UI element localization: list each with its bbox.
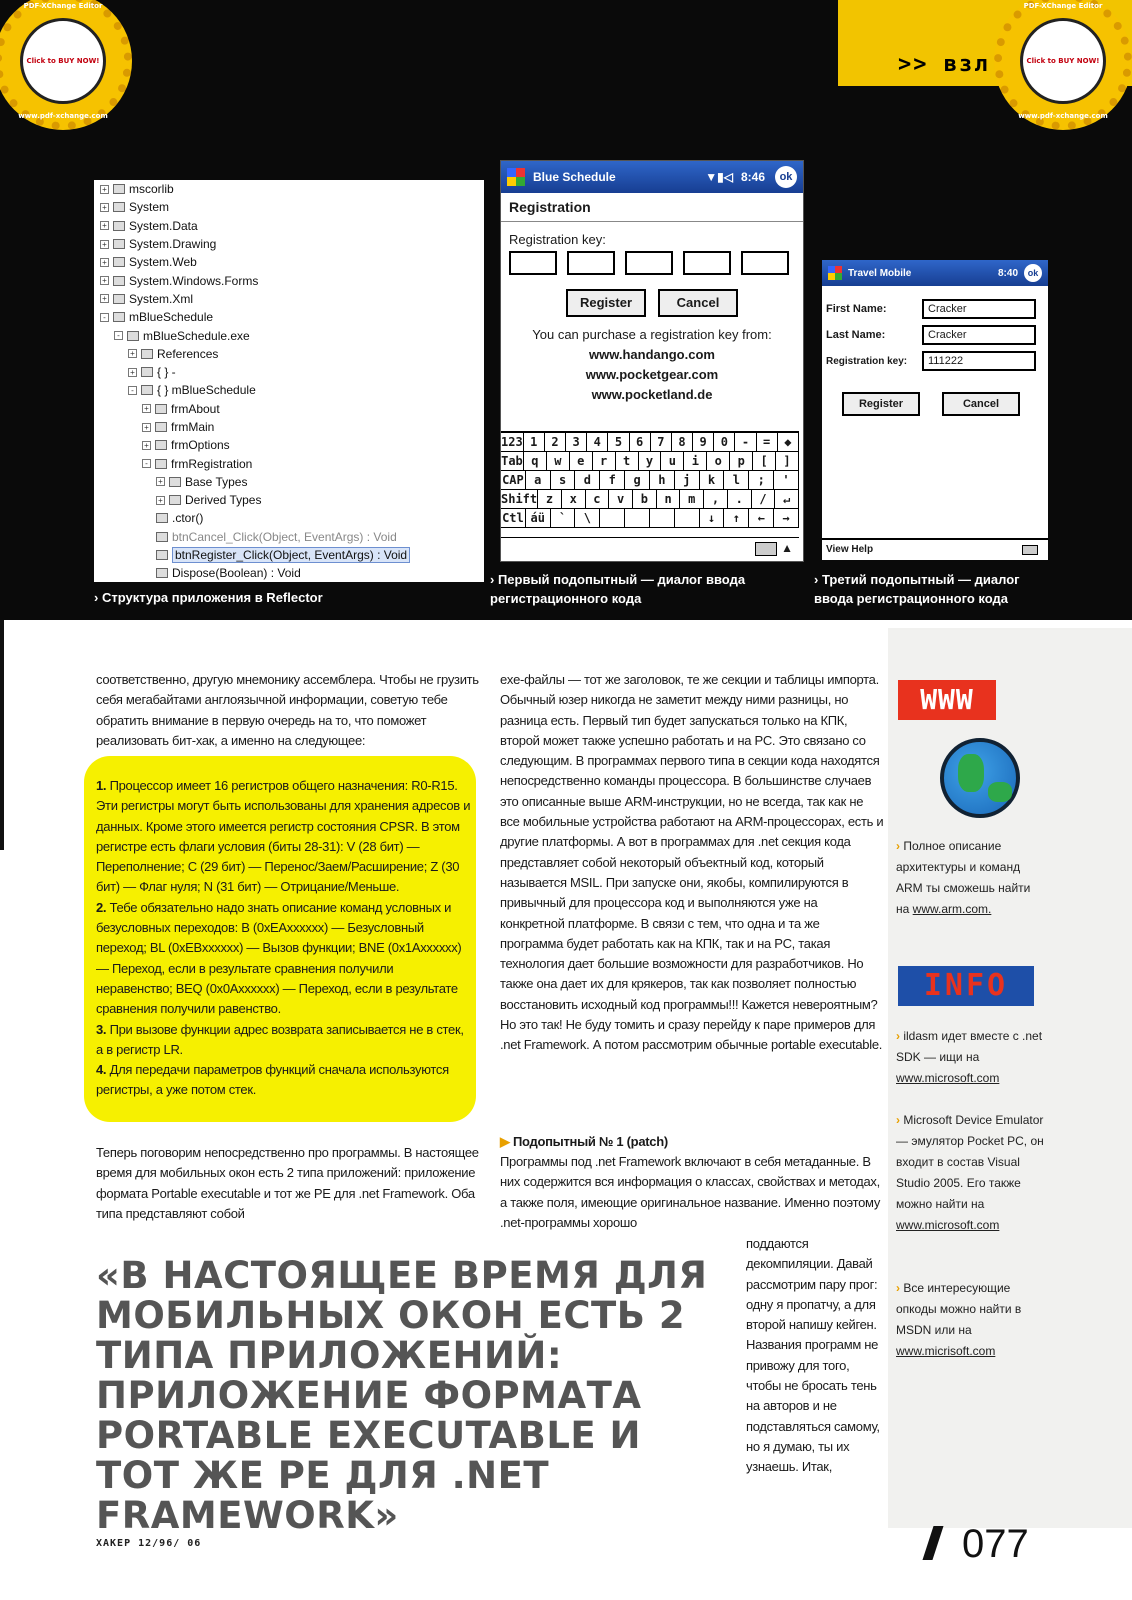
first-name-input[interactable]: Cracker <box>922 299 1036 319</box>
reflector-caption-text: Структура приложения в Reflector <box>101 590 323 605</box>
list-item <box>96 898 472 1020</box>
pda2-ok-button[interactable]: ok <box>1024 264 1042 282</box>
expand-icon[interactable]: + <box>128 349 137 358</box>
keyboard-key[interactable] <box>675 509 700 527</box>
keyboard-key[interactable]: k <box>700 471 725 489</box>
tree-node-label: .ctor() <box>172 511 204 526</box>
www-label: WWW <box>920 683 974 716</box>
node-icon <box>155 440 167 450</box>
expand-icon[interactable]: + <box>100 203 109 212</box>
expand-icon[interactable]: + <box>142 404 151 413</box>
keyboard-key[interactable]: 7 <box>651 433 672 451</box>
node-icon <box>113 312 125 322</box>
keyboard-key[interactable]: ← <box>749 509 774 527</box>
pda1-ok-button[interactable]: ok <box>775 166 797 188</box>
pda1-clock: 8:46 <box>740 170 765 184</box>
node-icon <box>156 568 168 578</box>
node-icon <box>156 513 168 523</box>
www-text: Полное описание архитектуры и команд ARM ты сможешь найти на <box>896 839 1031 916</box>
keyboard-key[interactable]: y <box>639 452 662 470</box>
pull-quote: «В НАСТОЯЩЕЕ ВРЕМЯ ДЛЯ МОБИЛЬНЫХ ОКОН ЕСТЬ 2 ТИПА ПРИЛОЖЕНИЙ: ПРИЛОЖЕНИЕ ФОРМАТА PORTABLE EXECUTABLE И ТОТ ЖЕ PE ДЛЯ .NET FRAMEWORK» <box>96 1254 708 1537</box>
keyboard-key[interactable]: - <box>735 433 756 451</box>
purchase-site-1[interactable]: www.handango.com <box>589 347 715 362</box>
pda2-caption: › Третий подопытный — диалог ввода регистрационного кода <box>814 572 1020 606</box>
list-number: 4. <box>96 1062 110 1078</box>
tree-node[interactable] <box>100 564 478 582</box>
tree-node[interactable] <box>100 546 478 564</box>
list-item <box>96 776 472 898</box>
cancel-button[interactable]: Cancel <box>658 289 738 317</box>
stamp-inner <box>1020 18 1106 104</box>
keyboard-key[interactable]: 3 <box>566 433 587 451</box>
keyboard-key[interactable]: 123 <box>501 435 523 449</box>
tree-node-label: Base Types <box>185 474 248 489</box>
list-number: 2. <box>96 899 110 915</box>
first-name-row <box>826 296 1044 322</box>
tree-node[interactable] <box>100 235 478 253</box>
stamp-ring-text: PDF-XChange Editor <box>1023 2 1103 10</box>
tree-node-label: Derived Types <box>185 493 262 508</box>
pda2-caption-text: Третий подопытный — диалог ввода регистрационного кода <box>814 572 1020 606</box>
node-icon <box>141 367 153 377</box>
keyboard-key[interactable] <box>600 509 625 527</box>
www-link[interactable]: www.arm.com. <box>912 902 992 916</box>
info-note-1: › ildasm идет вместе с .net SDK — ищи на www.microsoft.com <box>896 1029 1043 1085</box>
node-icon <box>113 294 125 304</box>
keyboard-key[interactable]: l <box>724 471 749 489</box>
node-icon <box>155 422 167 432</box>
keyboard-key[interactable]: ↵ <box>775 490 799 508</box>
info-note-2: › Microsoft Device Emulator — эмулятор Pocket PC, он входит в состав Visual Studio 2005. Его также можно найти на www.microsoft.com <box>896 1113 1044 1232</box>
pda2-screenshot <box>822 260 1048 560</box>
pda2-buttons <box>826 374 1044 434</box>
keyboard-key[interactable]: n <box>657 490 681 508</box>
register-button[interactable]: Register <box>566 289 646 317</box>
key-field-2[interactable] <box>567 251 615 275</box>
keyboard-key[interactable]: . <box>728 490 752 508</box>
keyboard-key[interactable]: 0 <box>714 433 735 451</box>
info3-text: Все интересующие опкоды можно найти в MSDN или на <box>896 1281 1022 1337</box>
www-badge <box>898 680 996 720</box>
list-text: Процессор имеет 16 регистров общего назначения: R0-R15. Эти регистры могут быть использованы для хранения адресов и данных. Кроме этого имеется регистр состояния CPSR. В этом регистре есть флаги условия (биты 28-31): V (28 бит) — Переполнение; C (29 бит) — Перенос/Заем/Расширение; Z (30 бит) — Флаг нуля; N (31 бит) — Отрицание/Меньше. <box>96 778 471 895</box>
keyboard-key[interactable]: c <box>586 490 610 508</box>
tree-node-label: frmRegistration <box>171 456 253 471</box>
keyboard-key[interactable]: a <box>526 471 551 489</box>
stamp-inner <box>20 18 106 104</box>
expand-icon[interactable]: + <box>142 441 151 450</box>
last-name-label: Last Name: <box>826 329 886 341</box>
windows-start-icon <box>507 168 525 186</box>
footer-magazine: ХАКЕР 12/96/ 06 <box>96 1538 202 1549</box>
tree-node-label: System.Data <box>129 218 198 233</box>
keyboard-key[interactable]: ↓ <box>700 509 725 527</box>
tree-node-label: btnCancel_Click(Object, EventArgs) : Void <box>172 529 397 544</box>
node-icon <box>156 550 168 560</box>
keyboard-row <box>501 452 799 471</box>
tree-node[interactable] <box>100 326 478 344</box>
expand-icon[interactable]: - <box>114 331 123 340</box>
node-icon <box>113 239 125 249</box>
reflector-caption: › Структура приложения в Reflector <box>94 590 323 605</box>
list-number: 1. <box>96 778 110 793</box>
keyboard-key[interactable]: d <box>575 471 600 489</box>
tree-node[interactable] <box>100 198 478 216</box>
keyboard-key[interactable]: v <box>609 490 633 508</box>
keyboard-key[interactable]: , <box>704 490 728 508</box>
keyboard-key[interactable]: j <box>675 471 700 489</box>
tree-node[interactable] <box>100 454 478 472</box>
keyboard-key[interactable]: ; <box>749 471 774 489</box>
node-icon <box>141 349 153 359</box>
pda1-caption-text: Первый подопытный — диалог ввода регистрационного кода <box>490 572 746 606</box>
keyboard-key[interactable] <box>650 509 675 527</box>
tree-node[interactable] <box>100 509 478 527</box>
tree-node-label: { } mBlueSchedule <box>157 383 256 398</box>
reg-key-row <box>826 348 1044 374</box>
keyboard-key[interactable]: i <box>684 452 707 470</box>
key-field-1[interactable] <box>509 251 557 275</box>
tree-node-label: System.Xml <box>129 291 194 306</box>
tree-node-label: frmMain <box>171 420 215 434</box>
expand-icon[interactable]: + <box>156 496 165 505</box>
keyboard-key[interactable]: r <box>593 452 616 470</box>
expand-icon[interactable]: + <box>142 423 151 432</box>
node-icon <box>141 385 153 395</box>
tree-node-label: System <box>129 200 170 215</box>
keyboard-key[interactable]: CAP <box>501 471 526 489</box>
register-button[interactable]: Register <box>842 392 920 416</box>
pda2-clock: 8:40 <box>997 267 1018 279</box>
keyboard-key[interactable]: 4 <box>587 433 608 451</box>
tree-node-label: { } - <box>157 365 176 380</box>
info2-link[interactable]: www.microsoft.com <box>896 1218 1000 1232</box>
purchase-site-2[interactable]: www.pocketgear.com <box>585 367 719 382</box>
keyboard-key[interactable]: g <box>625 471 650 489</box>
keyboard-key[interactable]: w <box>547 452 570 470</box>
node-icon <box>155 459 167 469</box>
keyboard-key[interactable]: [ <box>753 452 776 470</box>
expand-icon[interactable]: + <box>100 294 109 303</box>
pda1-key-fields <box>501 251 803 275</box>
stamp-url-text: www.pdf-xchange.com <box>18 112 108 120</box>
last-name-row <box>826 322 1044 348</box>
keyboard-key[interactable]: u <box>661 452 684 470</box>
page-slash <box>922 1526 943 1560</box>
keyboard-key[interactable]: = <box>757 433 778 451</box>
pda1-screenshot <box>500 160 804 562</box>
tree-node[interactable] <box>100 180 478 198</box>
expand-icon[interactable]: - <box>142 459 151 468</box>
tree-node[interactable] <box>100 418 478 436</box>
list-item <box>96 1060 472 1101</box>
keyboard-key[interactable]: 5 <box>608 433 629 451</box>
pda2-menu-text[interactable]: View Help <box>826 544 874 555</box>
expand-icon[interactable]: - <box>128 386 137 395</box>
stamp-center-text: Click to BUY NOW! <box>1026 56 1100 65</box>
keyboard-key[interactable]: / <box>752 490 776 508</box>
keyboard-row <box>501 471 799 490</box>
col2-top-paragraph: exe-файлы — тот же заголовок, те же секции и таблицы импорта. Обычный юзер никогда не заметит между ними разницы, но разница есть. Первый тип будет запускаться только на КПК, второй может также успешно работать и на PC. Это связано со следующим. В программах первого типа в секции кода находятся непосредственно команды процессора. В большинстве случаев это описанные выше ARM-инструкции, но не всегда, так как не все мобильные устройства работают на ARM-процессорах, есть и другие платформы. А вот в программах для .net секция кода представляет собой некоторый объектный код, который называется MSIL. При запуске они, якобы, компилируются в привычный для процессора код и выполняются уже на конкретной платформе. В связи с тем, что одна и та же программа будет работать как на КПК, так и на PC, такая технология дает большие возможности для разработчиков. Но также она дает их для крякеров, так как позволяет полностью восстановить исходный код программы!!! Кажется невероятным? Но это так! Не буду томить и сразу перейду к паре примеров для .net Framework. А потом рассмотрим обычные portable executable. <box>500 672 884 1053</box>
keyboard-key[interactable]: Shift <box>501 492 538 506</box>
www-note: › Полное описание архитектуры и команд ARM ты сможешь найти на www.arm.com. <box>896 839 1031 916</box>
keyboard-key[interactable]: ◆ <box>778 433 799 451</box>
keyboard-icon[interactable] <box>755 542 777 556</box>
keyboard-key[interactable]: \ <box>575 509 600 527</box>
pda1-heading: Registration <box>501 193 803 222</box>
col2-bottom-paragraph: Программы под .net Framework включают в себя метаданные. В них содержится вся информация о классах, свойствах и методах, а также поля, имеющие оригинальное название. Именно поэтому .net-программы хорошо <box>500 1154 881 1230</box>
tree-node-label: References <box>157 346 219 361</box>
key-field-4[interactable] <box>683 251 731 275</box>
keyboard-key[interactable]: f <box>600 471 625 489</box>
expand-icon[interactable]: + <box>100 240 109 249</box>
keyboard-key[interactable]: q <box>524 452 547 470</box>
list-text: При вызове функции адрес возврата записывается не в стек, а в регистр LR. <box>96 1021 464 1057</box>
keyboard-key[interactable]: e <box>570 452 593 470</box>
keyboard-key[interactable]: o <box>707 452 730 470</box>
node-icon <box>169 495 181 505</box>
reg-key-label: Registration key: <box>826 355 908 367</box>
cancel-button[interactable]: Cancel <box>942 392 1020 416</box>
keyboard-icon[interactable] <box>1022 545 1038 555</box>
last-name-input[interactable]: Cracker <box>922 325 1036 345</box>
stamp-center-text: Click to BUY NOW! <box>26 56 100 65</box>
tree-node[interactable] <box>100 381 478 399</box>
signal-icon: ▼▮◁ <box>705 170 733 184</box>
keyboard-key[interactable]: m <box>680 490 704 508</box>
tree-node[interactable] <box>100 308 478 326</box>
node-icon <box>156 532 168 542</box>
pda1-buttons <box>501 275 803 325</box>
node-icon <box>113 221 125 231</box>
keyboard-row <box>501 490 799 509</box>
pda1-titlebar <box>501 161 803 193</box>
info2-text: Microsoft Device Emulator — эмулятор Pocket PC, он входит в состав Visual Studio 2005. Его также можно найти на <box>896 1113 1044 1211</box>
info-note-3: › Все интересующие опкоды можно найти в MSDN или на www.micrisoft.com <box>896 1281 1022 1358</box>
expand-icon[interactable]: + <box>100 276 109 285</box>
keyboard-row <box>501 509 799 528</box>
keyboard-key[interactable]: ' <box>774 471 799 489</box>
section-tag: >> взл <box>898 52 990 77</box>
pda2-title: Travel Mobile <box>848 267 912 279</box>
info3-link[interactable]: www.micrisoft.com <box>896 1344 996 1358</box>
keyboard-key[interactable]: 6 <box>630 433 651 451</box>
tree-node[interactable] <box>100 473 478 491</box>
keyboard-key[interactable]: x <box>562 490 586 508</box>
key-field-3[interactable] <box>625 251 673 275</box>
tree-node[interactable] <box>100 290 478 308</box>
pda1-key-label: Registration key: <box>509 232 606 247</box>
keyboard-key[interactable]: 9 <box>693 433 714 451</box>
reg-key-input[interactable]: 111222 <box>922 351 1036 371</box>
key-field-5[interactable] <box>741 251 789 275</box>
expand-icon[interactable]: + <box>100 258 109 267</box>
node-icon <box>113 257 125 267</box>
tree-node[interactable] <box>100 271 478 289</box>
keyboard-key[interactable]: ` <box>551 509 576 527</box>
col2-heading <box>500 1132 884 1152</box>
list-number: 3. <box>96 1021 110 1037</box>
keyboard-key[interactable]: Ctl <box>501 509 526 527</box>
tree-node[interactable] <box>100 436 478 454</box>
keyboard-key[interactable]: p <box>730 452 753 470</box>
pda1-caption: › Первый подопытный — диалог ввода регистрационного кода <box>490 572 746 606</box>
expand-icon[interactable]: + <box>100 221 109 230</box>
tree-node[interactable] <box>100 363 478 381</box>
pda2-titlebar <box>822 260 1048 286</box>
tree-node-label: System.Web <box>129 255 197 270</box>
node-icon <box>155 404 167 414</box>
tree-node-label: mscorlib <box>129 182 174 197</box>
tree-node-label: System.Drawing <box>129 237 217 252</box>
tree-node[interactable] <box>100 491 478 509</box>
keyboard-key[interactable]: h <box>650 471 675 489</box>
keyboard-key[interactable]: z <box>538 490 562 508</box>
keyboard-key[interactable]: Tab <box>501 454 523 468</box>
left-edge-bar <box>0 620 4 850</box>
info-label: INFO <box>923 968 1009 1003</box>
keyboard-key[interactable]: b <box>633 490 657 508</box>
keyboard-key[interactable]: 2 <box>545 433 566 451</box>
numbered-list <box>96 776 472 1101</box>
pda1-title: Blue Schedule <box>533 170 616 184</box>
pda1-purchase <box>501 325 803 405</box>
info-badge <box>898 966 1034 1006</box>
tree-node[interactable] <box>100 528 478 546</box>
expand-icon[interactable]: + <box>100 185 109 194</box>
expand-icon[interactable]: - <box>100 313 109 322</box>
tree-node-label: mBlueSchedule <box>129 310 214 325</box>
keyboard-key[interactable]: t <box>616 452 639 470</box>
list-text: Тебе обязательно надо знать описание команд условных и безусловных переходов: B (0xEAxxxxxx) — Безусловный переход; BL (0xEBxxxxxx) — Вызов функции; BNE (0x1Axxxxxx) — Переход, если в результате сравнения получили неравенство; BEQ (0x0Axxxxxx) — Переход, если в результате сравнения получили равенство. <box>96 899 462 1017</box>
keyboard-row <box>501 433 799 452</box>
windows-start-icon <box>828 266 842 280</box>
page-number: 077 <box>962 1522 1029 1566</box>
tree-node-label: System.Windows.Forms <box>129 273 259 288</box>
tree-node-label: btnRegister_Click(Object, EventArgs) : Void <box>172 547 410 563</box>
tree-node-label: mBlueSchedule.exe <box>143 328 250 343</box>
expand-icon[interactable]: + <box>156 477 165 486</box>
purchase-site-3[interactable]: www.pocketland.de <box>591 387 713 402</box>
first-name-label: First Name: <box>826 303 887 315</box>
keyboard-key[interactable]: 1 <box>524 433 545 451</box>
globe-icon <box>940 738 1020 818</box>
keyboard-key[interactable] <box>625 509 650 527</box>
keyboard-key[interactable]: ↑ <box>724 509 749 527</box>
node-icon <box>127 331 139 341</box>
list-item <box>96 1020 472 1061</box>
list-text: Для передачи параметров функций сначала используются регистры, а уже потом стек. <box>96 1062 449 1098</box>
col1-top-paragraph: соответственно, другую мнемонику ассемблера. Чтобы не грузить себя мегабайтами англоязычной информации, советую тебе обратить внимание в первую очередь на то, что поможет реализовать бит-хак, а именно на следующее: <box>96 672 479 748</box>
purchase-text: You can purchase a registration key from: <box>532 327 772 342</box>
stamp-url-text: www.pdf-xchange.com <box>1018 112 1108 120</box>
expand-icon[interactable]: + <box>128 368 137 377</box>
pda2-form <box>822 286 1048 434</box>
info1-text: ildasm идет вместе с .net SDK — ищи на <box>896 1029 1043 1064</box>
info1-link[interactable]: www.microsoft.com <box>896 1071 1000 1085</box>
stamp-ring-text: PDF-XChange Editor <box>23 2 103 10</box>
keyboard-key[interactable]: ] <box>776 452 799 470</box>
pda1-menubar <box>501 537 799 561</box>
keyboard-key[interactable]: áü <box>526 509 551 527</box>
node-icon <box>113 184 125 194</box>
col2-narrow-paragraph: поддаются декомпиляции. Давай рассмотрим пару прог: одну я пропатчу, а для второй напишу кейген. Названия программ не привожу для того, чтобы не бросать тень на авторов и не подставляться самому, но я думаю, ты их узнаешь. Итак, <box>746 1236 880 1475</box>
tree-node-label: Dispose(Boolean) : Void <box>172 566 301 581</box>
tree-node-label: frmOptions <box>171 438 230 453</box>
col1-bottom-paragraph: Теперь поговорим непосредственно про программы. В настоящее время для мобильных окон есть 2 типа приложений: приложение формата Portable executable и тот же PE для .net Framework. Оба типа представляют собой <box>96 1145 479 1221</box>
tree-node[interactable] <box>100 217 478 235</box>
pda2-menubar <box>822 538 1048 560</box>
reflector-screenshot <box>94 180 484 582</box>
node-icon <box>169 477 181 487</box>
heading-bullet-icon: ▶ <box>500 1134 510 1149</box>
keyboard-key[interactable]: s <box>551 471 576 489</box>
tree-node[interactable] <box>100 253 478 271</box>
soft-keyboard[interactable] <box>501 431 799 528</box>
tree-node[interactable] <box>100 400 478 418</box>
col2-heading-text: Подопытный № 1 (patch) <box>513 1134 668 1149</box>
node-icon <box>113 276 125 286</box>
tree-node[interactable] <box>100 345 478 363</box>
keyboard-key[interactable]: 8 <box>672 433 693 451</box>
tree-node-label: frmAbout <box>171 401 220 416</box>
keyboard-key[interactable]: → <box>774 509 799 527</box>
sip-arrow-icon[interactable]: ▲ <box>781 541 793 555</box>
node-icon <box>113 202 125 212</box>
